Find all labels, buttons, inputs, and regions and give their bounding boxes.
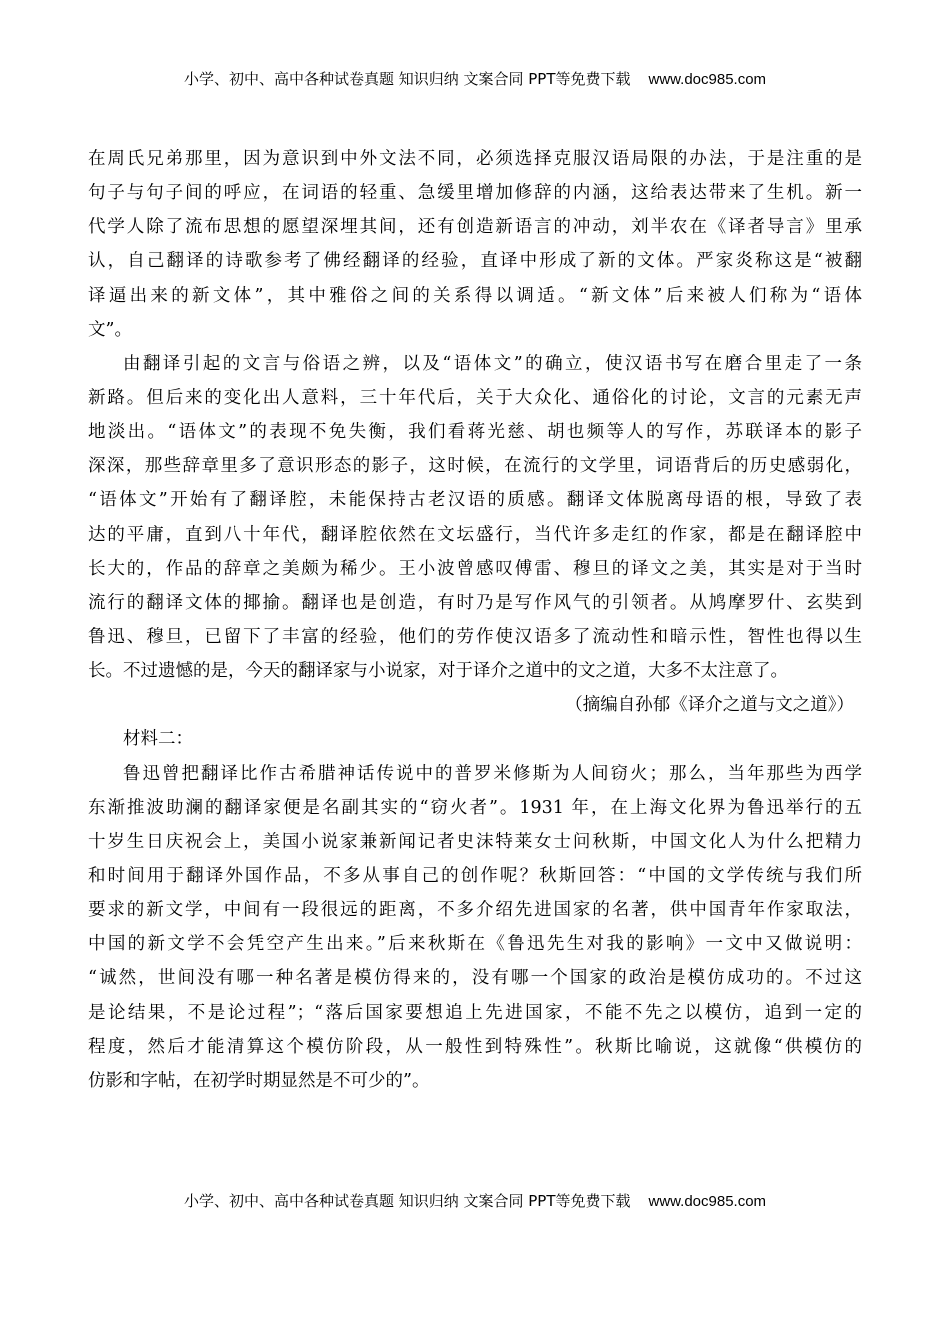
paragraph-line: 东渐推波助澜的翻译家便是名副其实的“窃火者”。1931 年，在上海文化界为鲁迅举行的五 <box>88 797 862 818</box>
citation: （摘编自孙郁《译介之道与文之道》） <box>565 695 854 716</box>
paragraph-line: 程度，然后才能清算这个模仿阶段，从一般性到特殊性”。秋斯比喻说，这就像“供模仿的 <box>88 1036 862 1057</box>
footer-banner-text: 小学、初中、高中各种试卷真题 知识归纳 文案合同 PPT等免费下载 <box>183 1192 631 1210</box>
paragraph-line: 达的平庸，直到八十年代，翻译腔依然在文坛盛行，当代许多走红的作家，都是在翻译腔中 <box>88 524 862 545</box>
paragraph-line: 代学人除了流布思想的愿望深埋其间，还有创造新语言的冲动，刘半农在《译者导言》里承 <box>88 217 862 238</box>
paragraph-line: 由翻译引起的文言与俗语之辨，以及“语体文”的确立，使汉语书写在磨合里走了一条 <box>123 353 862 374</box>
paragraph-line: 认，自己翻译的诗歌参考了佛经翻译的经验，直译中形成了新的文体。严家炎称这是“被翻 <box>88 251 862 272</box>
paragraph-line: 鲁迅、穆旦，已留下了丰富的经验，他们的劳作使汉语多了流动性和暗示性，智性也得以生 <box>88 626 862 647</box>
paragraph-line: 长大的，作品的辞章之美颇为稀少。王小波曾感叹傅雷、穆旦的译文之美，其实是对于当时 <box>88 558 862 579</box>
page-footer <box>0 1190 950 1211</box>
paragraph-line: 要求的新文学，中间有一段很远的距离，不多介绍先进国家的名著，供中国青年作家取法， <box>88 900 862 921</box>
paragraph-line: 长。不过遗憾的是，今天的翻译家与小说家，对于译介之道中的文之道，大多不太注意了。 <box>88 661 788 682</box>
paragraph-line: “语体文”开始有了翻译腔，未能保持古老汉语的质感。翻译文体脱离母语的根，导致了表 <box>88 490 862 511</box>
paragraph-line: 仿影和字帖，在初学时期显然是不可少的”。 <box>88 1070 430 1091</box>
paragraph-line: 中国的新文学不会凭空产生出来。”后来秋斯在《鲁迅先生对我的影响》一文中又做说明： <box>88 934 862 955</box>
paragraph-line: 新路。但后来的变化出人意料，三十年代后，关于大众化、通俗化的讨论，文言的元素无声 <box>88 387 862 408</box>
paragraph-line: 地淡出。“语体文”的表现不免失衡，我们看蒋光慈、胡也频等人的写作，苏联译本的影子 <box>88 422 862 443</box>
article-body <box>88 142 862 1098</box>
section-label: 材料二： <box>123 729 193 750</box>
paragraph-line: 和时间用于翻译外国作品，不多从事自己的创作呢？秋斯回答：“中国的文学传统与我们所 <box>88 865 862 886</box>
header-url[interactable]: www.doc985.com <box>648 71 767 88</box>
footer-url[interactable]: www.doc985.com <box>648 1193 767 1210</box>
paragraph-line: 是论结果，不是论过程”；“落后国家要想追上先进国家，不能不先之以模仿，追到一定的 <box>88 1002 862 1023</box>
paragraph-line: 深深，那些辞章里多了意识形态的影子，这时候，在流行的文学里，词语背后的历史感弱化， <box>88 456 862 477</box>
paragraph-line: 译逼出来的新文体”，其中雅俗之间的关系得以调适。“新文体”后来被人们称为“语体 <box>88 285 862 306</box>
page-header <box>0 68 950 89</box>
header-banner-text: 小学、初中、高中各种试卷真题 知识归纳 文案合同 PPT等免费下载 <box>183 70 631 88</box>
paragraph-line: 鲁迅曾把翻译比作古希腊神话传说中的普罗米修斯为人间窃火；那么，当年那些为西学 <box>123 763 862 784</box>
paragraph-line: 流行的翻译文体的揶揄。翻译也是创造，有时乃是写作风气的引领者。从鸠摩罗什、玄奘到 <box>88 592 862 613</box>
paragraph-line: “诚然，世间没有哪一种名著是模仿得来的，没有哪一个国家的政治是模仿成功的。不过这 <box>88 968 862 989</box>
paragraph-line: 文”。 <box>88 319 132 340</box>
paragraph-line: 十岁生日庆祝会上，美国小说家兼新闻记者史沫特莱女士问秋斯，中国文化人为什么把精力 <box>88 831 862 852</box>
paragraph-line: 在周氏兄弟那里，因为意识到中外文法不同，必须选择克服汉语局限的办法，于是注重的是 <box>88 149 862 169</box>
paragraph-line: 句子与句子间的呼应，在词语的轻重、急缓里增加修辞的内涵，这给表达带来了生机。新一 <box>88 183 862 204</box>
